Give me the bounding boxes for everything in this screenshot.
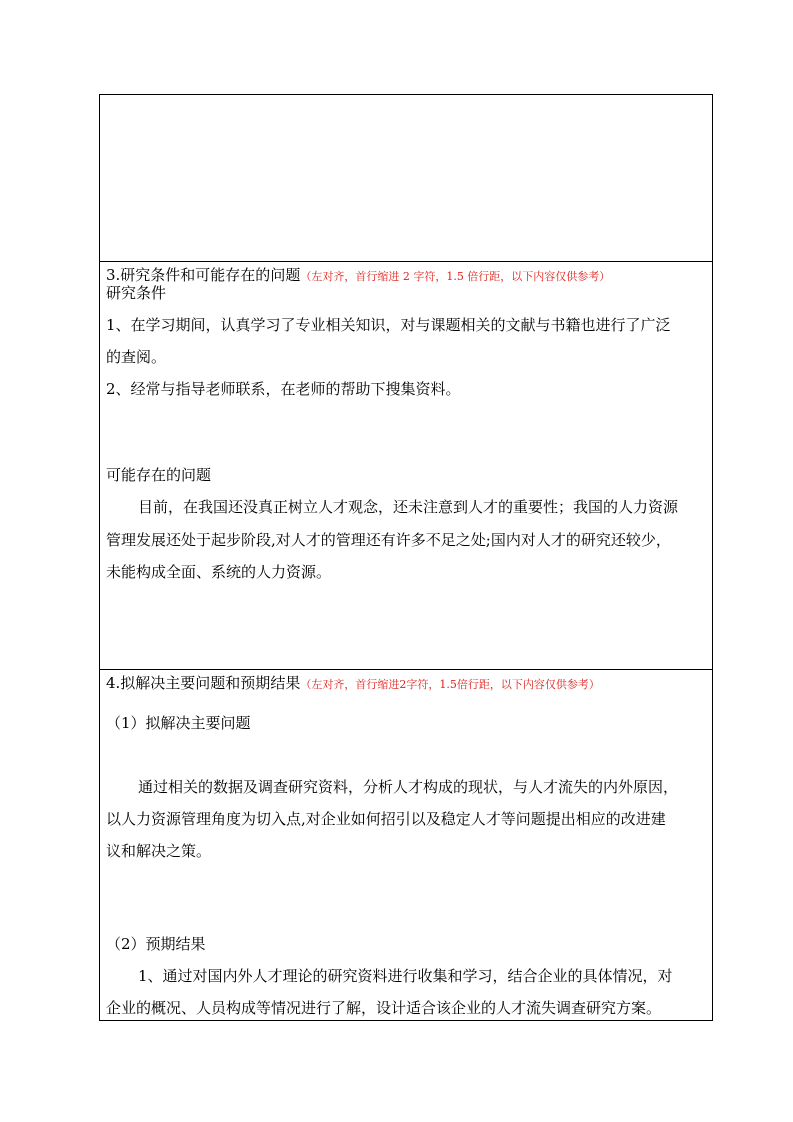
section-3-title: 3.研究条件和可能存在的问题 xyxy=(106,266,301,284)
proposal-table xyxy=(99,94,713,1021)
result-line-1: 1、通过对国内外人才理论的研究资料进行收集和学习，结合企业的具体情况，对 xyxy=(138,967,673,985)
condition-line-3: 2、经常与指导老师联系，在老师的帮助下搜集资料。 xyxy=(106,380,461,398)
result-line-2: 企业的概况、人员构成等情况进行了解，设计适合该企业的人才流失调查研究方案。 xyxy=(106,999,662,1017)
section-3-format-note: （左对齐，首行缩进 2 字符，1.5 倍行距，以下内容仅供参考） xyxy=(300,270,611,283)
section-3-cell xyxy=(100,262,712,670)
section-4-title: 4.拟解决主要问题和预期结果 xyxy=(106,674,301,692)
solution-line-2: 以人力资源管理角度为切入点,对企业如何招引以及稳定人才等问题提出相应的改进建 xyxy=(106,810,666,828)
subsection-2-heading: （2）预期结果 xyxy=(106,935,206,953)
section-3-title-line xyxy=(106,266,706,286)
condition-line-2: 的查阅。 xyxy=(106,348,167,366)
condition-line-1: 1、在学习期间，认真学习了专业相关知识，对与课题相关的文献与书籍也进行了广泛 xyxy=(106,316,671,334)
section-4-format-note: （左对齐，首行缩进2字符，1.5倍行距，以下内容仅供参考） xyxy=(300,678,600,691)
problem-line-3: 未能构成全面、系统的人力资源。 xyxy=(106,563,332,581)
solution-line-3: 议和解决之策。 xyxy=(106,842,212,860)
solution-line-1: 通过相关的数据及调查研究资料，分析人才构成的现状，与人才流失的内外原因， xyxy=(138,778,679,796)
section-4-title-line xyxy=(106,674,706,694)
blank-cell xyxy=(100,95,712,262)
subsection-1-heading: （1）拟解决主要问题 xyxy=(106,714,251,732)
problem-line-2: 管理发展还处于起步阶段,对人才的管理还有许多不足之处;国内对人才的研究还较少， xyxy=(106,531,671,549)
problem-line-1: 目前，在我国还没真正树立人才观念，还未注意到人才的重要性；我国的人力资源 xyxy=(138,498,679,516)
possible-problems-heading: 可能存在的问题 xyxy=(106,466,212,484)
section-4-cell xyxy=(100,670,712,1020)
research-conditions-heading: 研究条件 xyxy=(106,284,167,302)
